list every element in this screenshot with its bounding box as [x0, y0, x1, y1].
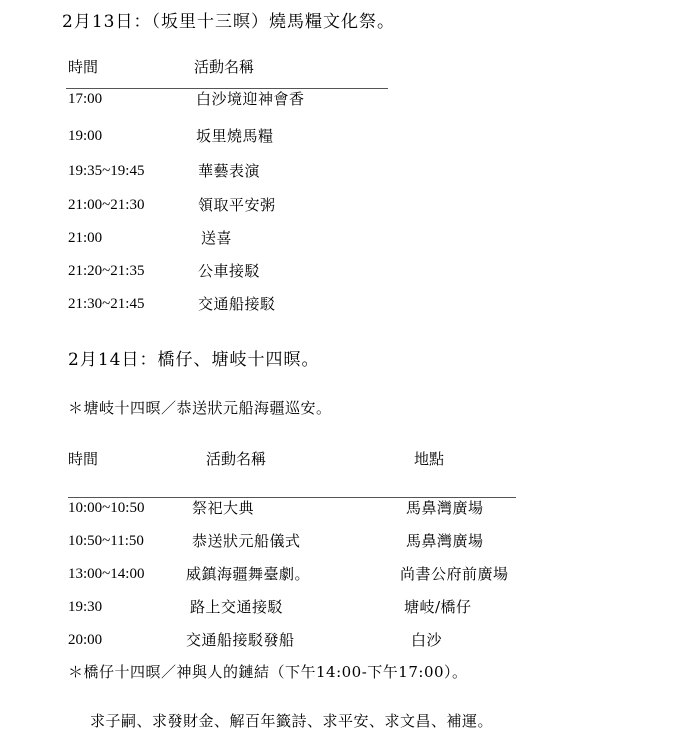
table-row-time: 17:00 — [68, 91, 103, 107]
section1-header-activity: 活動名稱 — [194, 58, 255, 76]
section2-footer: 求子嗣、求發財金、解百年籤詩、求平安、求文昌、補運。 — [90, 712, 494, 730]
table-row-time: 10:00~10:50 — [68, 500, 145, 516]
table-row-activity: 交通船接駁 — [198, 295, 276, 313]
table-row-time: 19:35~19:45 — [68, 163, 145, 179]
table-row-location: 馬鼻灣廣場 — [406, 499, 484, 517]
table-row-location: 尚書公府前廣場 — [400, 565, 509, 583]
table-row-time: 21:00 — [68, 230, 103, 246]
table-row-time: 20:00 — [68, 632, 103, 648]
table-row-activity: 送喜 — [201, 229, 233, 247]
section2-header-activity: 活動名稱 — [206, 450, 267, 468]
table-row-location: 塘岐/橋仔 — [404, 598, 472, 616]
table-row-time: 13:00~14:00 — [68, 566, 145, 582]
table-row-activity: 交通船接駁發船 — [186, 631, 295, 649]
table-row-time: 21:00~21:30 — [68, 197, 145, 213]
section2-subtitle: ＊塘岐十四暝／恭送狀元船海疆巡安。 — [68, 399, 332, 417]
section1-title: 2月13日：（坂里十三暝）燒馬糧文化祭。 — [62, 12, 395, 32]
section2-note: ＊橋仔十四暝／神與人的鏈結（下午14:00-下午17:00）。 — [68, 663, 468, 681]
table-row-activity: 恭送狀元船儀式 — [192, 532, 301, 550]
table-row-location: 馬鼻灣廣場 — [406, 532, 484, 550]
section1-header-divider — [66, 88, 388, 89]
section2-header-location: 地點 — [414, 450, 445, 468]
table-row-time: 19:30 — [68, 599, 103, 615]
table-row-time: 19:00 — [68, 128, 103, 144]
table-row-activity: 公車接駁 — [198, 262, 261, 280]
table-row-activity: 坂里燒馬糧 — [196, 127, 274, 145]
section2-header-divider — [68, 497, 516, 498]
table-row-activity: 華藝表演 — [198, 162, 261, 180]
table-row-time: 21:20~21:35 — [68, 263, 145, 279]
table-row-activity: 領取平安粥 — [198, 196, 276, 214]
table-row-activity: 路上交通接駁 — [190, 598, 284, 616]
table-row-location: 白沙 — [411, 631, 443, 649]
section2-title: 2月14日：橋仔、塘岐十四暝。 — [68, 350, 320, 370]
table-row-time: 21:30~21:45 — [68, 296, 145, 312]
section2-header-time: 時間 — [68, 450, 99, 468]
table-row-activity: 白沙境迎神會香 — [196, 90, 305, 108]
table-row-activity: 祭祀大典 — [192, 499, 255, 517]
section1-header-time: 時間 — [68, 58, 99, 76]
table-row-activity: 威鎮海疆舞臺劇。 — [186, 565, 311, 583]
table-row-time: 10:50~11:50 — [68, 533, 144, 549]
